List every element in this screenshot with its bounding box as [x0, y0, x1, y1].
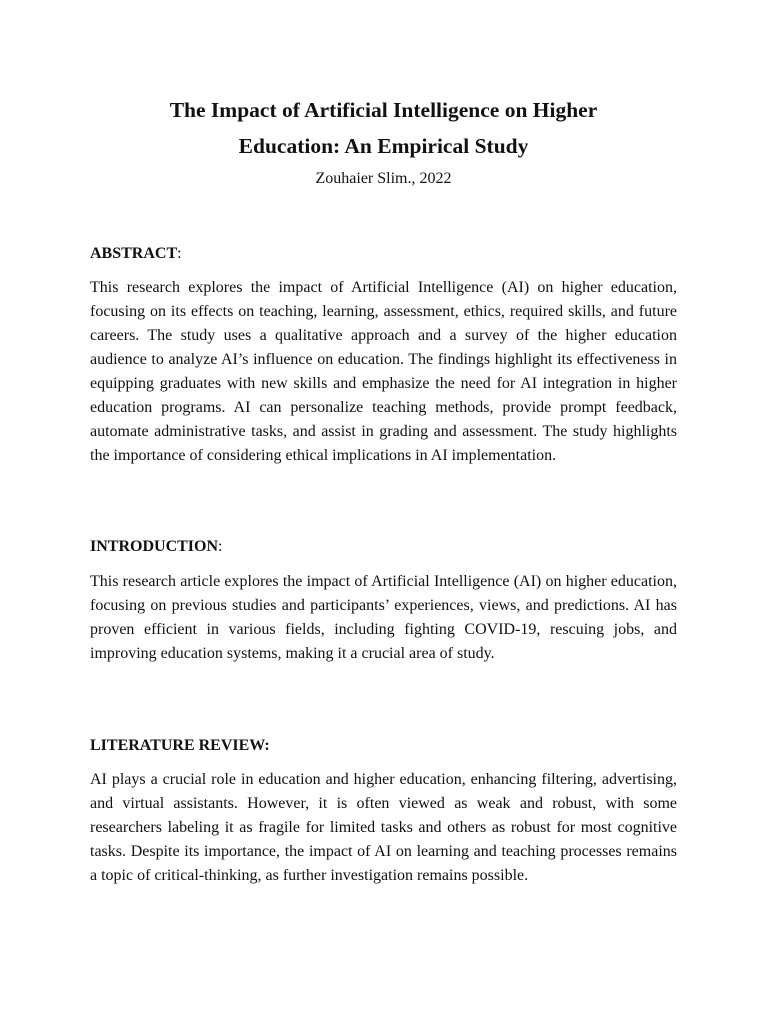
abstract-paragraph: This research explores the impact of Artificial Intelligence (AI) on higher education, focusing on its effects on teaching, learning, assessment, ethics, required skills, and future careers. The study uses a qualitative approach and a survey of the higher education audience to analyze AI’s influence on education. The findings highlight its effectiveness in equipping graduates with new skills and emphasize the need for AI integration in higher education programs. AI can personalize teaching methods, provide prompt feedback, automate administrative tasks, and assist in grading and assessment. The study highlights the importance of considering ethical implications in AI implementation.	[90, 279, 677, 464]
introduction-paragraph: This research article explores the impact of Artificial Intelligence (AI) on higher education, focusing on previous studies and participants’ experiences, views, and predictions. AI has proven efficient in various fields, including fighting COVID-19, rescuing jobs, and improving education systems, making it a crucial area of study.	[90, 573, 677, 662]
abstract-heading	[90, 243, 182, 265]
literature-review-heading-label: LITERATURE REVIEW:	[90, 737, 270, 754]
literature-review-paragraph: AI plays a crucial role in education and higher education, enhancing filtering, advertising, and virtual assistants. However, it is often viewed as weak and robust, with some researchers labeling it as fragile for limited tasks and others as robust for most cognitive tasks. Despite its importance, the impact of AI on learning and teaching processes remains a topic of critical-thinking, as further investigation remains possible.	[90, 771, 677, 884]
title-line-1: The Impact of Artificial Intelligence on Higher	[169, 98, 598, 122]
introduction-heading-label: INTRODUCTION	[90, 538, 219, 555]
introduction-heading-colon: :	[218, 538, 223, 555]
title-line-2: Education: An Empirical Study	[238, 134, 529, 158]
introduction-heading	[90, 536, 222, 558]
literature-review-heading	[90, 735, 270, 757]
author-line: Zouhaier Slim., 2022	[315, 170, 452, 187]
abstract-heading-colon: :	[177, 245, 182, 262]
abstract-heading-label: ABSTRACT	[90, 245, 178, 262]
document-title	[90, 92, 677, 164]
